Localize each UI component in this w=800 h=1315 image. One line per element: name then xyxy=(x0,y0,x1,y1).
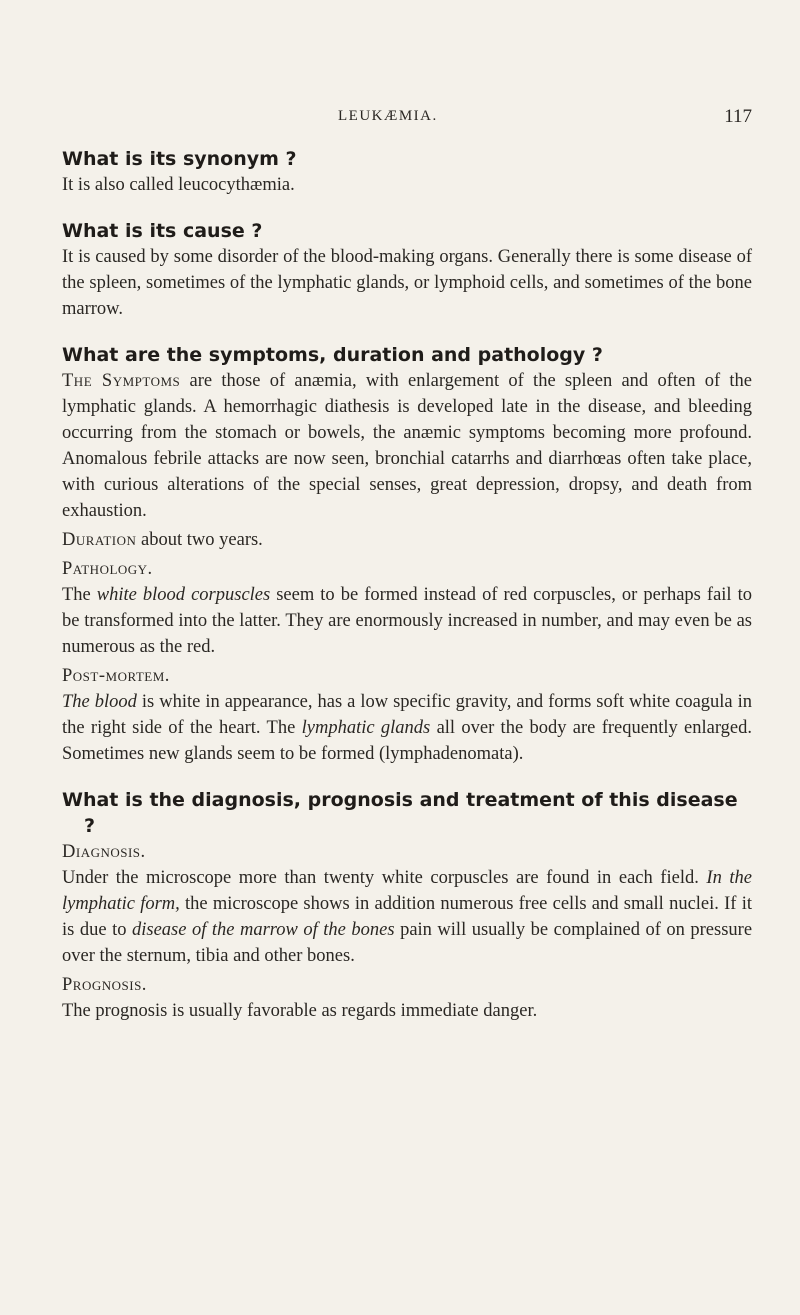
running-head xyxy=(262,108,752,132)
answer-synonym: It is also called leucocythæmia. xyxy=(62,175,295,195)
duration-heading: Duration xyxy=(62,530,137,550)
duration-paragraph xyxy=(62,527,752,553)
diagnosis-paragraph xyxy=(62,865,752,969)
symptoms-text: are those of anæmia, with enlargement of the spleen and often of the lymphatic glands. A hemorrhagic diathesis is developed late in the disease, and bleeding occurring from the stomach or bowels, the anæmic symptoms becoming more profound. Anomalous febrile attacks are now seen, bronchial catarrhs and diarrhœas often take place, with curious alterations of the special senses, great depression, dropsy, and death from exhaustion. xyxy=(62,371,753,521)
question-synonym: What is its synonym ? xyxy=(62,148,297,170)
qa-synonym xyxy=(62,146,752,198)
qa-cause xyxy=(62,218,752,322)
body-text xyxy=(62,146,752,1044)
postmortem-heading: Post-mortem. xyxy=(62,666,170,686)
qa-diagnosis xyxy=(62,787,752,1024)
pathology-emphasis: white blood corpuscles xyxy=(96,585,271,605)
running-title: LEUKÆMIA. xyxy=(338,108,438,124)
diagnosis-heading: Diagnosis. xyxy=(62,842,146,862)
postmortem-text-post: all over the body are frequently enlarged. Sometimes new glands seem to be formed (lymphadenomata). xyxy=(62,718,753,764)
question-cause: What is its cause ? xyxy=(62,220,263,242)
pathology-heading: Pathology. xyxy=(62,559,153,579)
diagnosis-text-pre: Under the microscope more than twenty white corpuscles are found in each field. xyxy=(62,868,699,888)
diagnosis-emphasis-lymphatic: In the lymphatic form, xyxy=(62,868,752,914)
postmortem-text-mid: is white in appearance, has a low specific gravity, and forms soft white coagula in the right side of the heart. The xyxy=(62,692,753,738)
question-symptoms: What are the symptoms, duration and pathology ? xyxy=(62,344,603,366)
duration-text: about two years. xyxy=(141,530,263,550)
postmortem-emphasis-blood: The blood xyxy=(62,692,137,712)
question-diagnosis: What is the diagnosis, prognosis and treatment of this disease ? xyxy=(62,789,738,837)
pathology-paragraph xyxy=(62,582,752,660)
diagnosis-emphasis-marrow: disease of the marrow of the bones xyxy=(131,920,395,940)
prognosis-text: The prognosis is usually favorable as regards immediate danger. xyxy=(62,1001,538,1021)
pathology-text-post: seem to be formed instead of red corpuscles, or perhaps fail to be transformed into the latter. They are enormously increased in number, and may even be as numerous as the red. xyxy=(62,585,752,657)
qa-symptoms xyxy=(62,342,752,767)
prognosis-heading: Prognosis. xyxy=(62,975,147,995)
diagnosis-text-post: pain will usually be complained of on pressure over the sternum, tibia and other bones. xyxy=(62,920,753,966)
postmortem-emphasis-glands: lymphatic glands xyxy=(301,718,431,738)
diagnosis-text-mid: the microscope shows in addition numerous free cells and small nuclei. If it is due to xyxy=(62,894,752,940)
answer-cause: It is caused by some disorder of the blood-making organs. Generally there is some disease of the spleen, sometimes of the lymphatic glands, or lymphoid cells, and sometimes of the bone marrow. xyxy=(62,247,752,319)
postmortem-paragraph xyxy=(62,689,752,767)
page-number: 117 xyxy=(724,106,752,127)
symptoms-heading: The Symptoms xyxy=(62,371,181,391)
pathology-text-pre: The xyxy=(62,585,91,605)
symptoms-paragraph xyxy=(62,368,752,524)
